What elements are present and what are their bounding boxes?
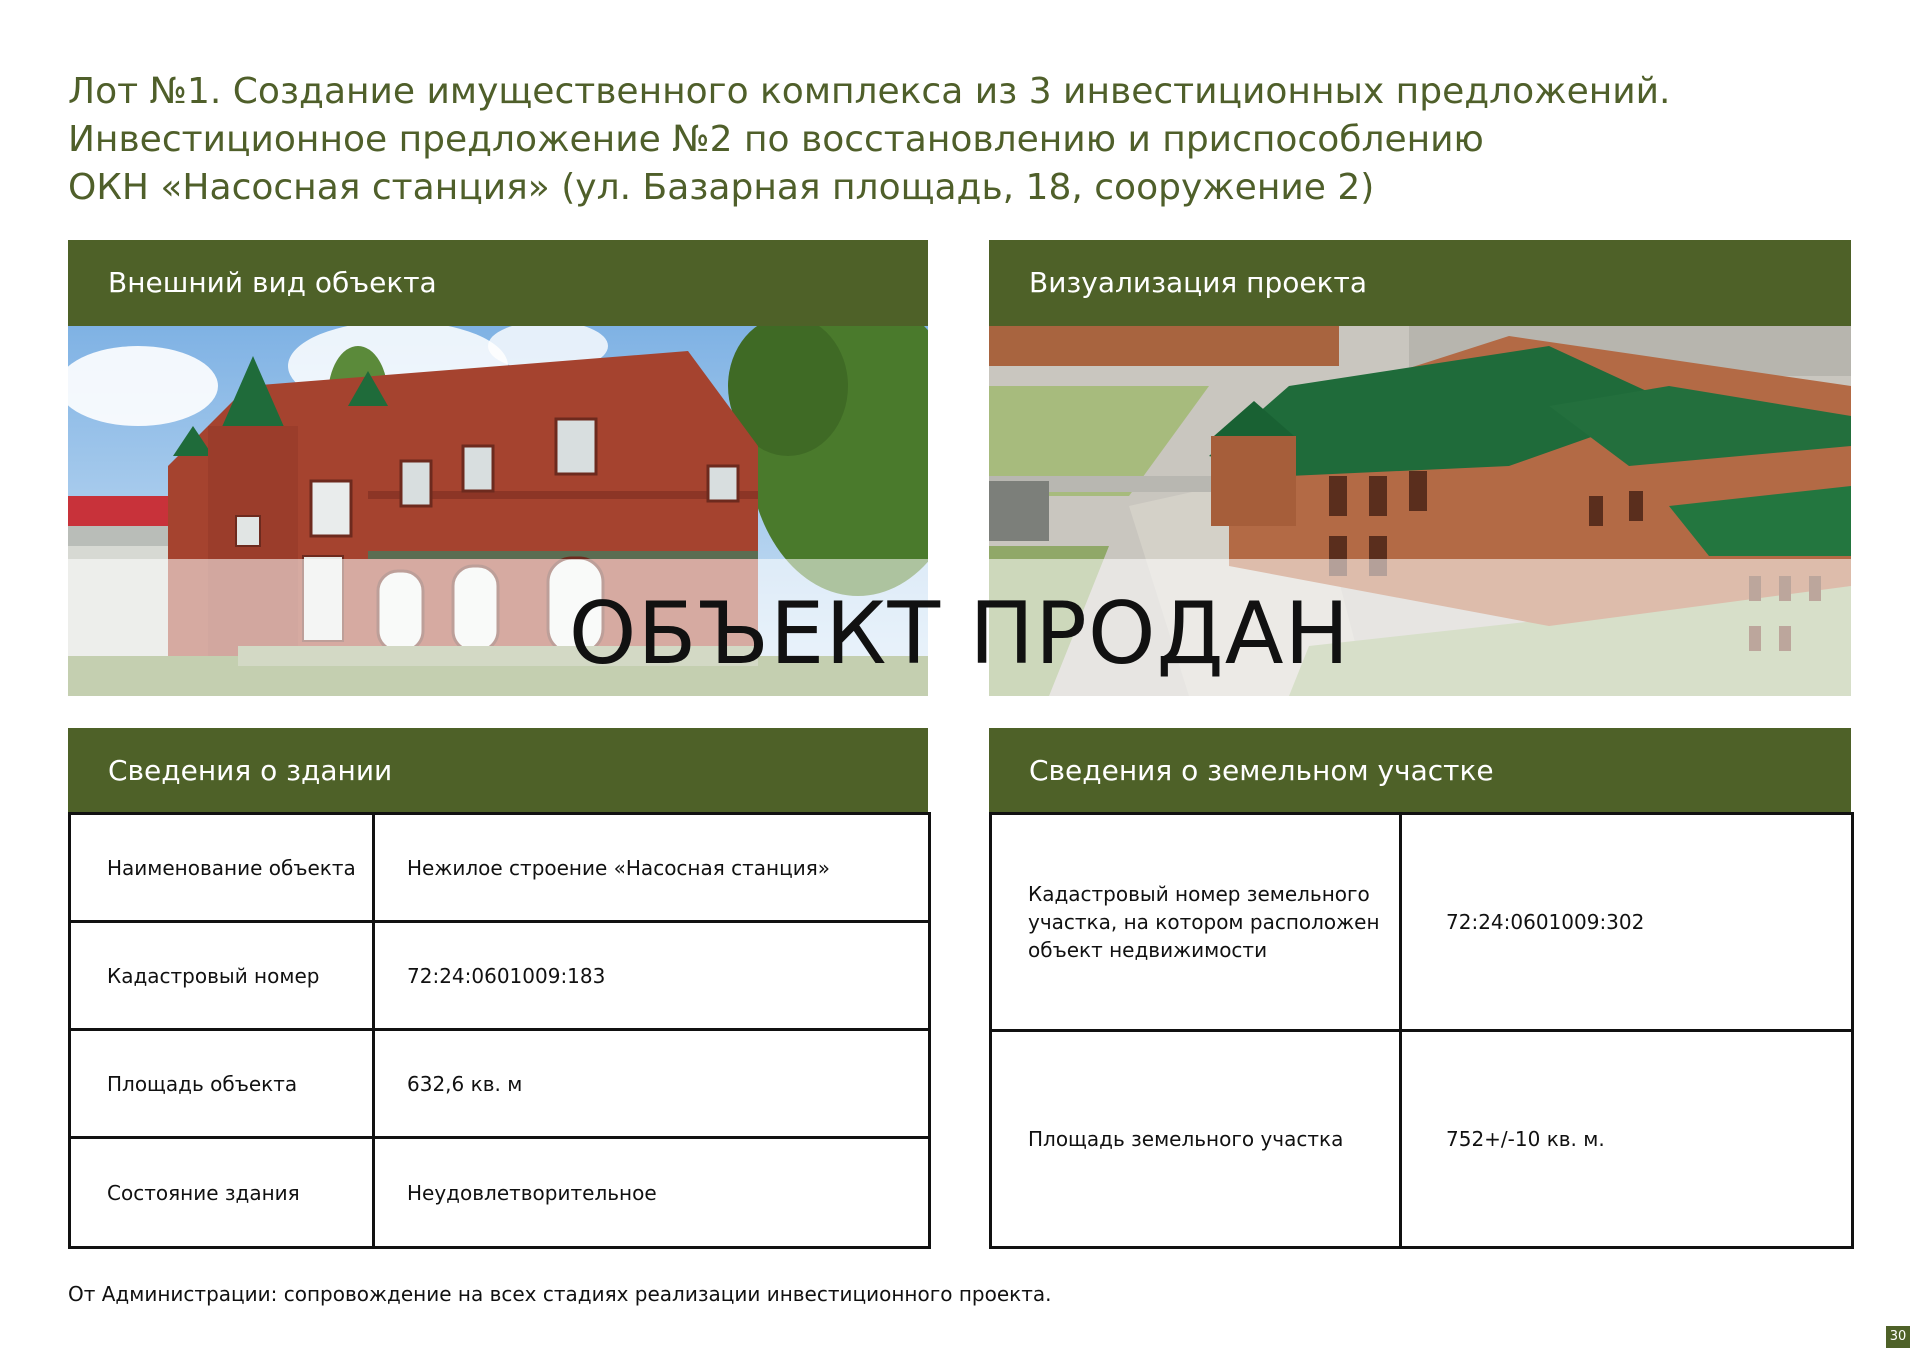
row-label: Состояние здания — [70, 1138, 374, 1248]
title-line-3: ОКН «Насосная станция» (ул. Базарная площадь, 18, сооружение 2) — [68, 167, 1375, 208]
page-title — [68, 68, 1768, 212]
row-label: Кадастровый номер — [70, 922, 374, 1030]
row-value: 72:24:0601009:183 — [374, 922, 930, 1030]
title-line-2: Инвестиционное предложение №2 по восстановлению и приспособлению — [68, 119, 1484, 160]
sold-label: ОБЪЕКТ ПРОДАН — [568, 584, 1351, 684]
building-info-table — [68, 812, 931, 1249]
row-value: 72:24:0601009:302 — [1401, 814, 1853, 1031]
building-info-heading: Сведения о здании — [68, 728, 928, 814]
row-value: 632,6 кв. м — [374, 1030, 930, 1138]
label-line: объект недвижимости — [1028, 938, 1268, 962]
land-info-table — [989, 812, 1854, 1249]
table-row — [70, 922, 930, 1030]
footnote: От Администрации: сопровождение на всех стадиях реализации инвестиционного проекта. — [68, 1282, 1052, 1306]
visualization-panel-heading: Визуализация проекта — [989, 240, 1851, 326]
row-value: 752+/-10 кв. м. — [1401, 1031, 1853, 1248]
row-label — [991, 814, 1401, 1031]
table-row — [991, 814, 1853, 1031]
row-value: Нежилое строение «Насосная станция» — [374, 814, 930, 922]
row-value: Неудовлетворительное — [374, 1138, 930, 1248]
table-row — [70, 1138, 930, 1248]
title-line-1: Лот №1. Создание имущественного комплекса из 3 инвестиционных предложений. — [68, 71, 1671, 112]
table-row — [991, 1031, 1853, 1248]
exterior-panel-heading: Внешний вид объекта — [68, 240, 928, 326]
label-line: Кадастровый номер земельного — [1028, 882, 1370, 906]
row-label: Наименование объекта — [70, 814, 374, 922]
land-info-heading: Сведения о земельном участке — [989, 728, 1851, 814]
label-line: участка, на котором расположен — [1028, 910, 1380, 934]
row-label: Площадь земельного участка — [991, 1031, 1401, 1248]
page-number: 30 — [1886, 1326, 1910, 1348]
row-label: Площадь объекта — [70, 1030, 374, 1138]
table-row — [70, 1030, 930, 1138]
table-row — [70, 814, 930, 922]
